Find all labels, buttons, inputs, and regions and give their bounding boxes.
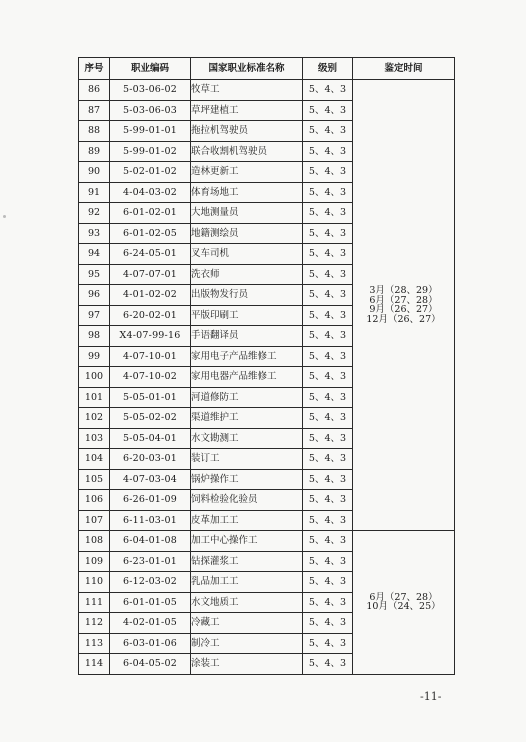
scan-speck — [3, 215, 6, 218]
row-name: 牧草工 — [191, 80, 303, 101]
appraisal-time-line: 10月（24、25） — [366, 601, 441, 613]
row-name: 联合收割机驾驶员 — [191, 141, 303, 162]
row-level: 5、4、3 — [303, 592, 353, 613]
row-code: 6-24-05-01 — [110, 244, 191, 265]
header-time: 鉴定时间 — [353, 58, 455, 80]
row-code: 4-07-10-02 — [110, 367, 191, 388]
table-body — [79, 80, 455, 675]
row-name: 平版印刷工 — [191, 305, 303, 326]
row-level: 5、4、3 — [303, 100, 353, 121]
row-code: 6-20-02-01 — [110, 305, 191, 326]
row-name: 装订工 — [191, 449, 303, 470]
row-name: 大地测量员 — [191, 203, 303, 224]
row-level: 5、4、3 — [303, 428, 353, 449]
row-no: 109 — [79, 551, 110, 572]
row-no: 90 — [79, 162, 110, 183]
row-level: 5、4、3 — [303, 633, 353, 654]
row-no: 113 — [79, 633, 110, 654]
row-level: 5、4、3 — [303, 244, 353, 265]
row-code: X4-07-99-16 — [110, 326, 191, 347]
row-no: 108 — [79, 531, 110, 552]
row-name: 钻探灌浆工 — [191, 551, 303, 572]
row-level: 5、4、3 — [303, 572, 353, 593]
row-code: 6-01-01-05 — [110, 592, 191, 613]
row-name: 皮革加工工 — [191, 510, 303, 531]
row-level: 5、4、3 — [303, 264, 353, 285]
row-level: 5、4、3 — [303, 387, 353, 408]
row-name: 饲料检验化验员 — [191, 490, 303, 511]
row-level: 5、4、3 — [303, 531, 353, 552]
row-no: 89 — [79, 141, 110, 162]
row-no: 87 — [79, 100, 110, 121]
row-no: 92 — [79, 203, 110, 224]
row-name: 冷藏工 — [191, 613, 303, 634]
row-name: 地籍测绘员 — [191, 223, 303, 244]
header-no: 序号 — [79, 58, 110, 80]
row-code: 4-04-03-02 — [110, 182, 191, 203]
header-level: 级别 — [303, 58, 353, 80]
row-level: 5、4、3 — [303, 613, 353, 634]
row-name: 渠道维护工 — [191, 408, 303, 429]
row-code: 5-99-01-01 — [110, 121, 191, 142]
row-name: 乳品加工工 — [191, 572, 303, 593]
row-name: 涂装工 — [191, 654, 303, 675]
appraisal-time-cell — [353, 80, 455, 531]
row-code: 6-20-03-01 — [110, 449, 191, 470]
occupation-table — [78, 57, 455, 675]
row-name: 体育场地工 — [191, 182, 303, 203]
row-code: 6-01-02-01 — [110, 203, 191, 224]
row-code: 5-03-06-03 — [110, 100, 191, 121]
row-level: 5、4、3 — [303, 162, 353, 183]
row-code: 4-07-07-01 — [110, 264, 191, 285]
row-level: 5、4、3 — [303, 367, 353, 388]
row-level: 5、4、3 — [303, 305, 353, 326]
row-level: 5、4、3 — [303, 203, 353, 224]
page-number: -11- — [420, 690, 442, 703]
header-name: 国家职业标准名称 — [191, 58, 303, 80]
row-no: 91 — [79, 182, 110, 203]
row-name: 河道修防工 — [191, 387, 303, 408]
row-code: 6-12-03-02 — [110, 572, 191, 593]
appraisal-time-line: 6月（27、28） — [369, 294, 438, 306]
row-no: 101 — [79, 387, 110, 408]
row-code: 5-02-01-02 — [110, 162, 191, 183]
row-name: 造林更新工 — [191, 162, 303, 183]
row-level: 5、4、3 — [303, 346, 353, 367]
row-level: 5、4、3 — [303, 449, 353, 470]
table-row — [79, 80, 455, 101]
row-name: 家用电子产品维修工 — [191, 346, 303, 367]
row-code: 5-99-01-02 — [110, 141, 191, 162]
row-level: 5、4、3 — [303, 551, 353, 572]
row-level: 5、4、3 — [303, 510, 353, 531]
appraisal-time-line: 3月（28、29） — [369, 285, 438, 296]
row-no: 99 — [79, 346, 110, 367]
row-name: 家用电器产品维修工 — [191, 367, 303, 388]
row-name: 锅炉操作工 — [191, 469, 303, 490]
row-no: 104 — [79, 449, 110, 470]
row-code: 6-01-02-05 — [110, 223, 191, 244]
row-code: 6-04-05-02 — [110, 654, 191, 675]
row-code: 5-05-04-01 — [110, 428, 191, 449]
appraisal-time-cell — [353, 531, 455, 675]
row-code: 4-01-02-02 — [110, 285, 191, 306]
row-name: 水文勘测工 — [191, 428, 303, 449]
appraisal-time-line: 6月（27、28） — [369, 591, 438, 603]
row-code: 5-05-02-02 — [110, 408, 191, 429]
row-name: 手语翻译员 — [191, 326, 303, 347]
row-level: 5、4、3 — [303, 141, 353, 162]
appraisal-time-line: 12月（26、27） — [366, 313, 441, 325]
row-no: 93 — [79, 223, 110, 244]
row-level: 5、4、3 — [303, 182, 353, 203]
row-no: 98 — [79, 326, 110, 347]
row-level: 5、4、3 — [303, 121, 353, 142]
row-level: 5、4、3 — [303, 408, 353, 429]
row-code: 4-02-01-05 — [110, 613, 191, 634]
table-header-row — [79, 58, 455, 80]
row-name: 水文地质工 — [191, 592, 303, 613]
row-name: 洗衣师 — [191, 264, 303, 285]
row-level: 5、4、3 — [303, 326, 353, 347]
row-no: 107 — [79, 510, 110, 531]
appraisal-time-line: 9月（26、27） — [369, 304, 438, 315]
row-name: 加工中心操作工 — [191, 531, 303, 552]
row-level: 5、4、3 — [303, 469, 353, 490]
row-no: 102 — [79, 408, 110, 429]
row-code: 6-11-03-01 — [110, 510, 191, 531]
row-code: 5-03-06-02 — [110, 80, 191, 101]
row-code: 6-26-01-09 — [110, 490, 191, 511]
row-no: 100 — [79, 367, 110, 388]
row-code: 5-05-01-01 — [110, 387, 191, 408]
row-name: 叉车司机 — [191, 244, 303, 265]
row-no: 106 — [79, 490, 110, 511]
row-no: 86 — [79, 80, 110, 101]
row-name: 出版物发行员 — [191, 285, 303, 306]
row-no: 112 — [79, 613, 110, 634]
row-no: 94 — [79, 244, 110, 265]
row-name: 草坪建植工 — [191, 100, 303, 121]
row-no: 111 — [79, 592, 110, 613]
row-no: 114 — [79, 654, 110, 675]
row-no: 95 — [79, 264, 110, 285]
row-level: 5、4、3 — [303, 654, 353, 675]
row-level: 5、4、3 — [303, 223, 353, 244]
row-no: 96 — [79, 285, 110, 306]
header-code: 职业编码 — [110, 58, 191, 80]
row-name: 拖拉机驾驶员 — [191, 121, 303, 142]
row-name: 制冷工 — [191, 633, 303, 654]
row-no: 88 — [79, 121, 110, 142]
table-row — [79, 531, 455, 552]
row-level: 5、4、3 — [303, 80, 353, 101]
row-no: 103 — [79, 428, 110, 449]
row-no: 110 — [79, 572, 110, 593]
row-code: 4-07-10-01 — [110, 346, 191, 367]
row-no: 97 — [79, 305, 110, 326]
row-no: 105 — [79, 469, 110, 490]
row-level: 5、4、3 — [303, 285, 353, 306]
row-level: 5、4、3 — [303, 490, 353, 511]
row-code: 6-03-01-06 — [110, 633, 191, 654]
row-code: 4-07-03-04 — [110, 469, 191, 490]
row-code: 6-23-01-01 — [110, 551, 191, 572]
row-code: 6-04-01-08 — [110, 531, 191, 552]
